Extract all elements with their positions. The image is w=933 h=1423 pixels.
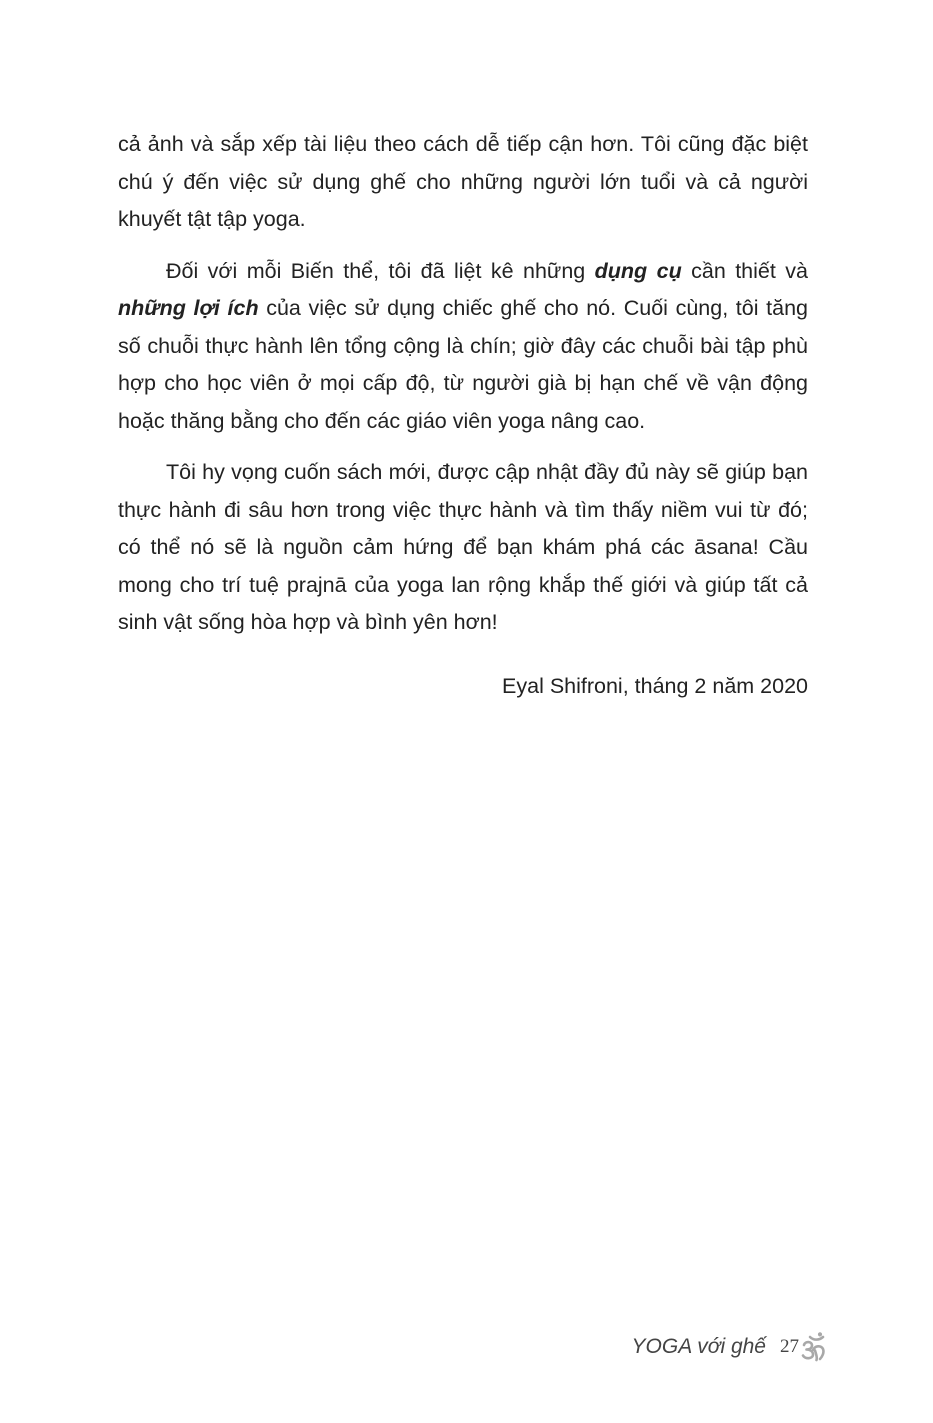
paragraph-3: Tôi hy vọng cuốn sách mới, được cập nhật đầy đủ này sẽ giúp bạn thực hành đi sâu hơn trong việc thực hành và tìm thấy niềm vui từ đó; có thể nó sẽ là nguồn cảm hứng để bạn khám phá các āsana! Cầu mong cho trí tuệ prajnā của yoga lan rộng khắp thế giới và giúp tất cả sinh vật sống hòa hợp và bình yên hơn! — [118, 460, 808, 634]
running-title: YOGA với ghế — [631, 1335, 766, 1358]
signature: Eyal Shifroni, tháng 2 năm 2020 — [502, 674, 808, 698]
page-footer — [632, 1327, 827, 1367]
paragraph-2-part-3: của việc sử dụng chiếc ghế cho nó. Cuối cùng, tôi tăng số chuỗi thực hành lên tổng cộng là chín; giờ đây các chuỗi bài tập phù hợp cho học viên ở mọi cấp độ, từ người già bị hạn chế về vận động hoặc thăng bằng cho đến các giáo viên yoga nâng cao. — [118, 296, 808, 433]
paragraph-2-part-1: Đối với mỗi Biến thể, tôi đã liệt kê những — [166, 258, 595, 283]
om-icon — [801, 1332, 827, 1362]
emphasis-dung-cu: dụng cụ — [594, 258, 682, 283]
body-text — [118, 126, 808, 656]
paragraph-1: cả ảnh và sắp xếp tài liệu theo cách dễ tiếp cận hơn. Tôi cũng đặc biệt chú ý đến việc sử dụng ghế cho những người lớn tuổi và cả người khuyết tật tập yoga. — [118, 132, 808, 231]
paragraph-2-part-2: cần thiết và — [681, 258, 808, 283]
emphasis-nhung-loi-ich: những lợi ích — [118, 296, 259, 320]
page-number: 27 — [780, 1336, 799, 1357]
paragraph-2 — [118, 253, 808, 441]
